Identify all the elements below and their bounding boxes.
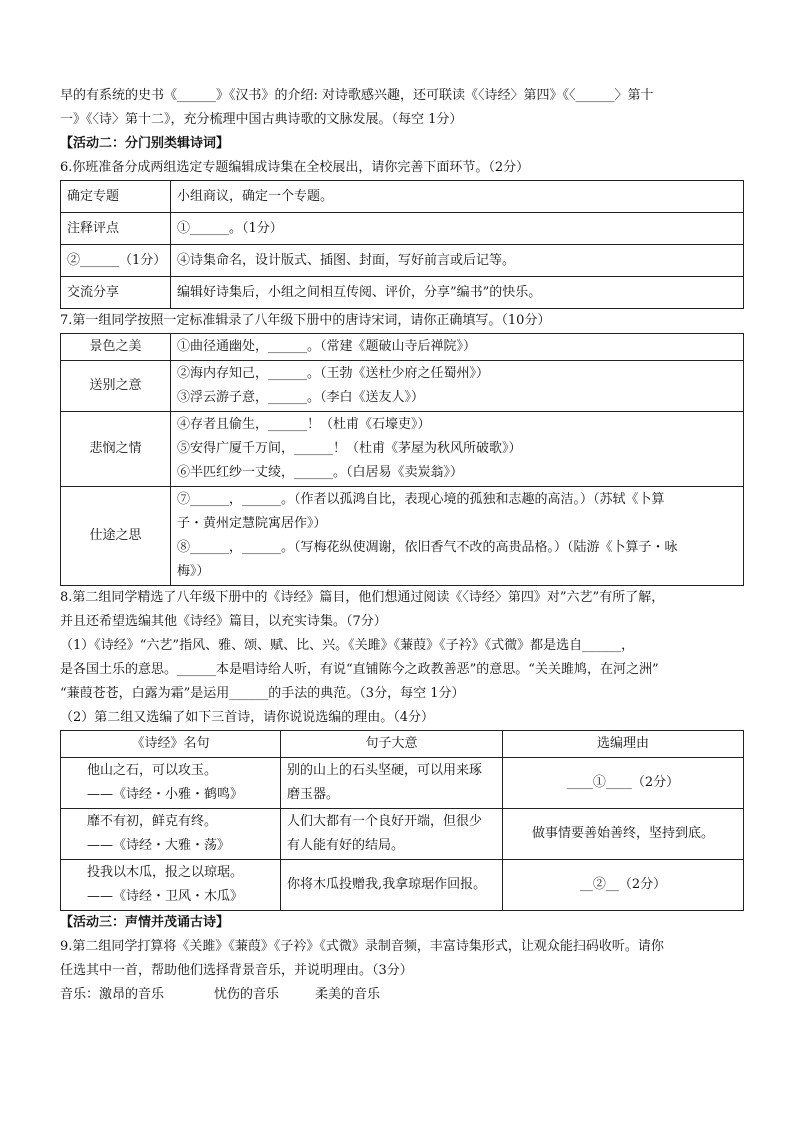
q7-row-content [171, 412, 744, 487]
q8-reason-cell: 做事情要善始善终，坚持到底。 [503, 809, 744, 860]
q7-line: ②海内存知己，______。（王勃《送杜少府之任蜀州》） [177, 366, 490, 381]
quote-source: ——《诗经・卫风・木瓜》 [87, 889, 244, 904]
q7-table [60, 333, 744, 586]
q7-line: ⑧______，______。（写梅花纵使凋谢，依旧香气不改的高贵品格。）（陆游《卜算子・咏 [177, 540, 678, 555]
q6-row-content: 编辑好诗集后，小组之间相互传阅、评价，分享”编书”的快乐。 [171, 277, 744, 309]
q7-row-content [171, 334, 744, 361]
intro-line-2: 一》《〈诗〉第十二》，充分梳理中国古典诗歌的文脉发展。（每空 1分） [60, 112, 463, 127]
q8-prompt-line-2: 并且还希望选编其他《诗经》篇目，以充实诗集。（7分） [60, 614, 387, 629]
table-row [61, 181, 744, 213]
q7-row-label: 仕途之思 [61, 487, 171, 586]
intro-line-1: 早的有系统的史书《______》《汉书》的介绍: 对诗歌感兴趣，还可联读《〈诗经〉第四》《〈______〉第十 [60, 88, 654, 103]
q7-line: ⑦______，______。（作者以孤鸿自比，表现心境的孤独和志趣的高洁。）（苏轼《卜算 [177, 492, 665, 507]
table-header-row [61, 731, 744, 758]
q6-prompt: 6.你班准备分成两组选定专题编辑成诗集在全校展出，请你完善下面环节。（2分） [60, 160, 530, 175]
table-row [61, 809, 744, 860]
table-row [61, 213, 744, 245]
q8-reason-cell: __②__（2分） [503, 860, 744, 911]
q6-table [60, 180, 744, 309]
table-row [61, 361, 744, 412]
column-header: 句子大意 [281, 731, 503, 758]
q7-row-label: 悲悯之情 [61, 412, 171, 487]
quote-source: ——《诗经・小雅・鹤鸣》 [87, 787, 244, 802]
q7-line: ⑥半匹红纱一丈绫，______。（白居易《卖炭翁》） [177, 465, 464, 480]
q7-line: ③浮云游子意，______。（李白《送友人》） [177, 390, 425, 405]
column-header: 《诗经》名句 [61, 731, 281, 758]
q7-prompt: 7.第一组同学按照一定标准辑录了八年级下册中的唐诗宋词，请你正确填写。（10分） [60, 313, 551, 328]
music-label: 音乐：激昂的音乐 [60, 987, 165, 1002]
q8-prompt-line-1: 8.第二组同学精选了八年级下册中的《诗经》篇目，他们想通过阅读《〈诗经〉第四》对”六艺”有所了解， [60, 590, 665, 605]
q8-sub1-line-2: 是各国土乐的意思。______本是唱诗给人听，有说“直铺陈今之政教善恶”的意思。“关关雎鸠，在河之洲” [60, 662, 659, 677]
q8-meaning-cell [281, 758, 503, 809]
q7-line: ④存者且偷生，______！（杜甫《石壕吏》） [177, 417, 431, 432]
q9-line-1: 9.第二组同学打算将《关雎》《蒹葭》《子衿》《式微》录制音频，丰富诗集形式，让观众能扫码收听。请你 [60, 939, 664, 954]
music-option: 忧伤的音乐 [214, 987, 280, 1002]
q6-row-label: 交流分享 [61, 277, 171, 309]
meaning-line: 别的山上的石头坚硬，可以用来琢 [287, 763, 483, 778]
table-row [61, 277, 744, 309]
q6-row-content: ④诗集命名，设计版式、插图、封面，写好前言或后记等。 [171, 245, 744, 277]
table-row [61, 412, 744, 487]
q7-line: 梅》） [177, 564, 210, 579]
q7-row-content [171, 487, 744, 586]
q7-row-label: 送别之意 [61, 361, 171, 412]
table-row [61, 245, 744, 277]
q8-reason-cell: ____①____（2分） [503, 758, 744, 809]
table-row [61, 334, 744, 361]
meaning-line: 有人能有好的结局。 [287, 838, 405, 853]
table-row [61, 487, 744, 586]
q7-row-label: 景色之美 [61, 334, 171, 361]
activity-3-heading: 【活动三：声情并茂诵古诗】 [60, 915, 230, 930]
q9-line-2: 任选其中一首，帮助他们选择背景音乐，并说明理由。（3分） [60, 963, 413, 978]
q8-quote-cell [61, 860, 281, 911]
q8-sub2: （2）第二组又选编了如下三首诗，请你说说选编的理由。（4分） [60, 710, 435, 725]
q6-row-label: 注释评点 [61, 213, 171, 245]
q7-line: ①曲径通幽处，______。（常建《题破山寺后禅院》） [177, 339, 477, 354]
column-header: 选编理由 [503, 731, 744, 758]
q9-music-options [60, 983, 744, 1007]
q8-meaning-cell [281, 860, 503, 911]
q6-row-label: 确定专题 [61, 181, 171, 213]
quote-source: ——《诗经・大雅・荡》 [87, 838, 231, 853]
quote-text: 他山之石，可以攻玉。 [87, 763, 218, 778]
q7-line: ⑤安得广厦千万间，______！（杜甫《茅屋为秋风所破歌》） [177, 441, 522, 456]
table-row [61, 860, 744, 911]
q8-sub1-line-1: （1）《诗经》“六艺”指风、雅、颂、赋、比、兴。《关雎》《蒹葭》《子衿》《式微》都是选自______， [60, 638, 635, 653]
activity-2-heading: 【活动二：分门别类辑诗词】 [60, 136, 230, 151]
q8-table [60, 730, 744, 911]
q7-row-content [171, 361, 744, 412]
quote-text: 投我以木瓜，报之以琼琚。 [87, 865, 244, 880]
q7-line: 子・黄州定慧院寓居作》） [177, 516, 327, 531]
quote-text: 靡不有初，鲜克有终。 [87, 814, 218, 829]
exam-page [60, 84, 744, 1007]
table-row [61, 758, 744, 809]
music-option: 柔美的音乐 [315, 987, 381, 1002]
meaning-line: 磨玉器。 [287, 787, 340, 802]
q8-sub1-line-3: “蒹葭苍苍，白露为霜”是运用______的手法的典范。（3分，每空 1分） [60, 686, 465, 701]
meaning-line: 人们大都有一个良好开端，但很少 [287, 814, 483, 829]
q6-row-content: ①______。（1分） [171, 213, 744, 245]
q6-row-label: ②______（1分） [61, 245, 171, 277]
q8-meaning-cell [281, 809, 503, 860]
q6-row-content: 小组商议，确定一个专题。 [171, 181, 744, 213]
q8-quote-cell [61, 809, 281, 860]
meaning-line: 你将木瓜投赠我,我拿琼琚作回报。 [287, 877, 487, 892]
q8-quote-cell [61, 758, 281, 809]
